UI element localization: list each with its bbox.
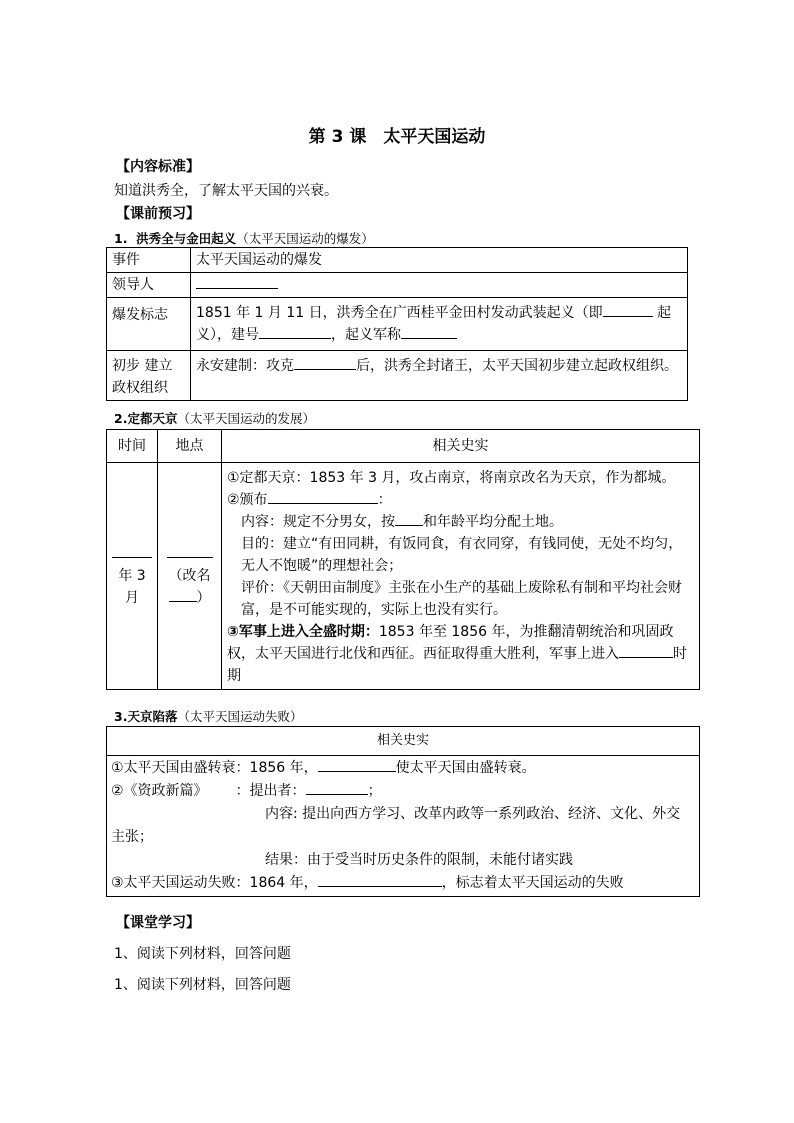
- army-name-blank[interactable]: [401, 326, 457, 339]
- section2-number: 2.: [114, 411, 128, 426]
- row-value: 太平天国运动的爆发: [191, 248, 688, 273]
- proposer-blank[interactable]: [306, 782, 368, 795]
- facts-cell: ①太平天国由盛转衰：1856 年， 使太平天国由盛转衰。 ②《资政新篇》 ：提出者： ； 内容: 提出向西方学习、改革内政等一系列政治、经济、文化、外交主张； 结果：由于受当时历史条件的限制，未能付诸实践 ③太平天国运动失败：1864 年， ，标志着太平天国运动的失败: [107, 756, 700, 897]
- table-row: [107, 463, 700, 690]
- classroom-item: 1、阅读下列材料，回答问题: [114, 977, 291, 993]
- table-row: [107, 351, 688, 401]
- classroom-item: 1、阅读下列材料，回答问题: [114, 946, 291, 962]
- section1-heading: [114, 229, 374, 247]
- year-blank[interactable]: [112, 545, 152, 558]
- col-header-time: 时间: [107, 430, 158, 463]
- section2-subtitle: （太平天国运动的发展）: [177, 411, 315, 426]
- table-row: [107, 248, 688, 273]
- table-header-row: [107, 727, 700, 756]
- time-cell: 年 3 月: [107, 463, 158, 690]
- rename-blank[interactable]: [169, 589, 197, 602]
- col-header-facts: 相关史实: [222, 430, 700, 463]
- row-label: 爆发标志: [107, 298, 191, 351]
- col-header-facts: 相关史实: [107, 727, 700, 756]
- section3-table: [106, 726, 700, 897]
- row-value: 1851 年 1 月 11 日，洪秀全在广西桂平金田村发动武装起义（即 起义），建号 ，起义军称: [191, 298, 688, 351]
- section3-heading: [114, 707, 302, 725]
- table-row: [107, 273, 688, 298]
- peak-period-blank[interactable]: [619, 645, 673, 658]
- section1-title: 洪秀全与金田起义: [136, 231, 237, 246]
- section3-number: 3.: [114, 709, 128, 724]
- section1-subtitle: （太平天国运动的爆发）: [236, 231, 374, 246]
- table-row: [107, 756, 700, 897]
- section2-table: [106, 429, 700, 690]
- row-label: 事件: [107, 248, 191, 273]
- section1-table: [106, 247, 688, 401]
- content-standard-heading: 【内容标准】: [116, 159, 200, 175]
- uprising-name-blank[interactable]: [603, 304, 653, 317]
- fall-event-blank[interactable]: [318, 874, 442, 887]
- page-title: 第 3 课 太平天国运动: [308, 127, 486, 147]
- place-blank[interactable]: [167, 545, 213, 558]
- preview-heading: 【课前预习】: [116, 206, 200, 222]
- table-row: [107, 298, 688, 351]
- col-header-place: 地点: [158, 430, 222, 463]
- row-label: 初步 建立政权组织: [107, 351, 191, 401]
- facts-cell: ①定都天京：1853 年 3 月，攻占南京，将南京改名为天京，作为都城。 ②颁布 ： 内容：规定不分男女，按 和年龄平均分配土地。 目的：建立“有田同耕，有饭同食，有衣同穿，有钱同使，无处不均匀，无人不饱暖”的理想社会； 评价：《天朝田亩制度》主张在小生产的基础上废除私有制和平均社会财富，是不可能实现的，实际上也没有实行。 ③军事上进入全盛时期：1853 年至 1856 年，为推翻清朝统治和巩固政权，太平天国进行北伐和西征。西征取得重大胜利，军事上进入 时期: [222, 463, 700, 690]
- section3-subtitle: （太平天国运动失败）: [177, 709, 303, 724]
- classroom-heading: 【课堂学习】: [116, 915, 200, 931]
- leader-blank[interactable]: [196, 276, 278, 289]
- content-standard-text: 知道洪秀全，了解太平天国的兴衰。: [114, 183, 338, 199]
- event-blank[interactable]: [318, 759, 396, 772]
- place-cell: （改名 ）: [158, 463, 222, 690]
- section1-number: 1.: [114, 231, 128, 246]
- section2-heading: [114, 409, 315, 427]
- state-name-blank[interactable]: [259, 326, 331, 339]
- section2-title: 定都天京: [127, 411, 178, 426]
- row-value: 永安建制：攻克 后，洪秀全封诸王，太平天国初步建立起政权组织。: [191, 351, 688, 401]
- section3-title: 天京陷落: [127, 709, 178, 724]
- decree-blank[interactable]: [268, 491, 378, 504]
- criterion-blank[interactable]: [395, 513, 423, 526]
- city-blank[interactable]: [294, 357, 356, 370]
- row-label: 领导人: [107, 273, 191, 298]
- table-header-row: [107, 430, 700, 463]
- row-value: [191, 273, 688, 298]
